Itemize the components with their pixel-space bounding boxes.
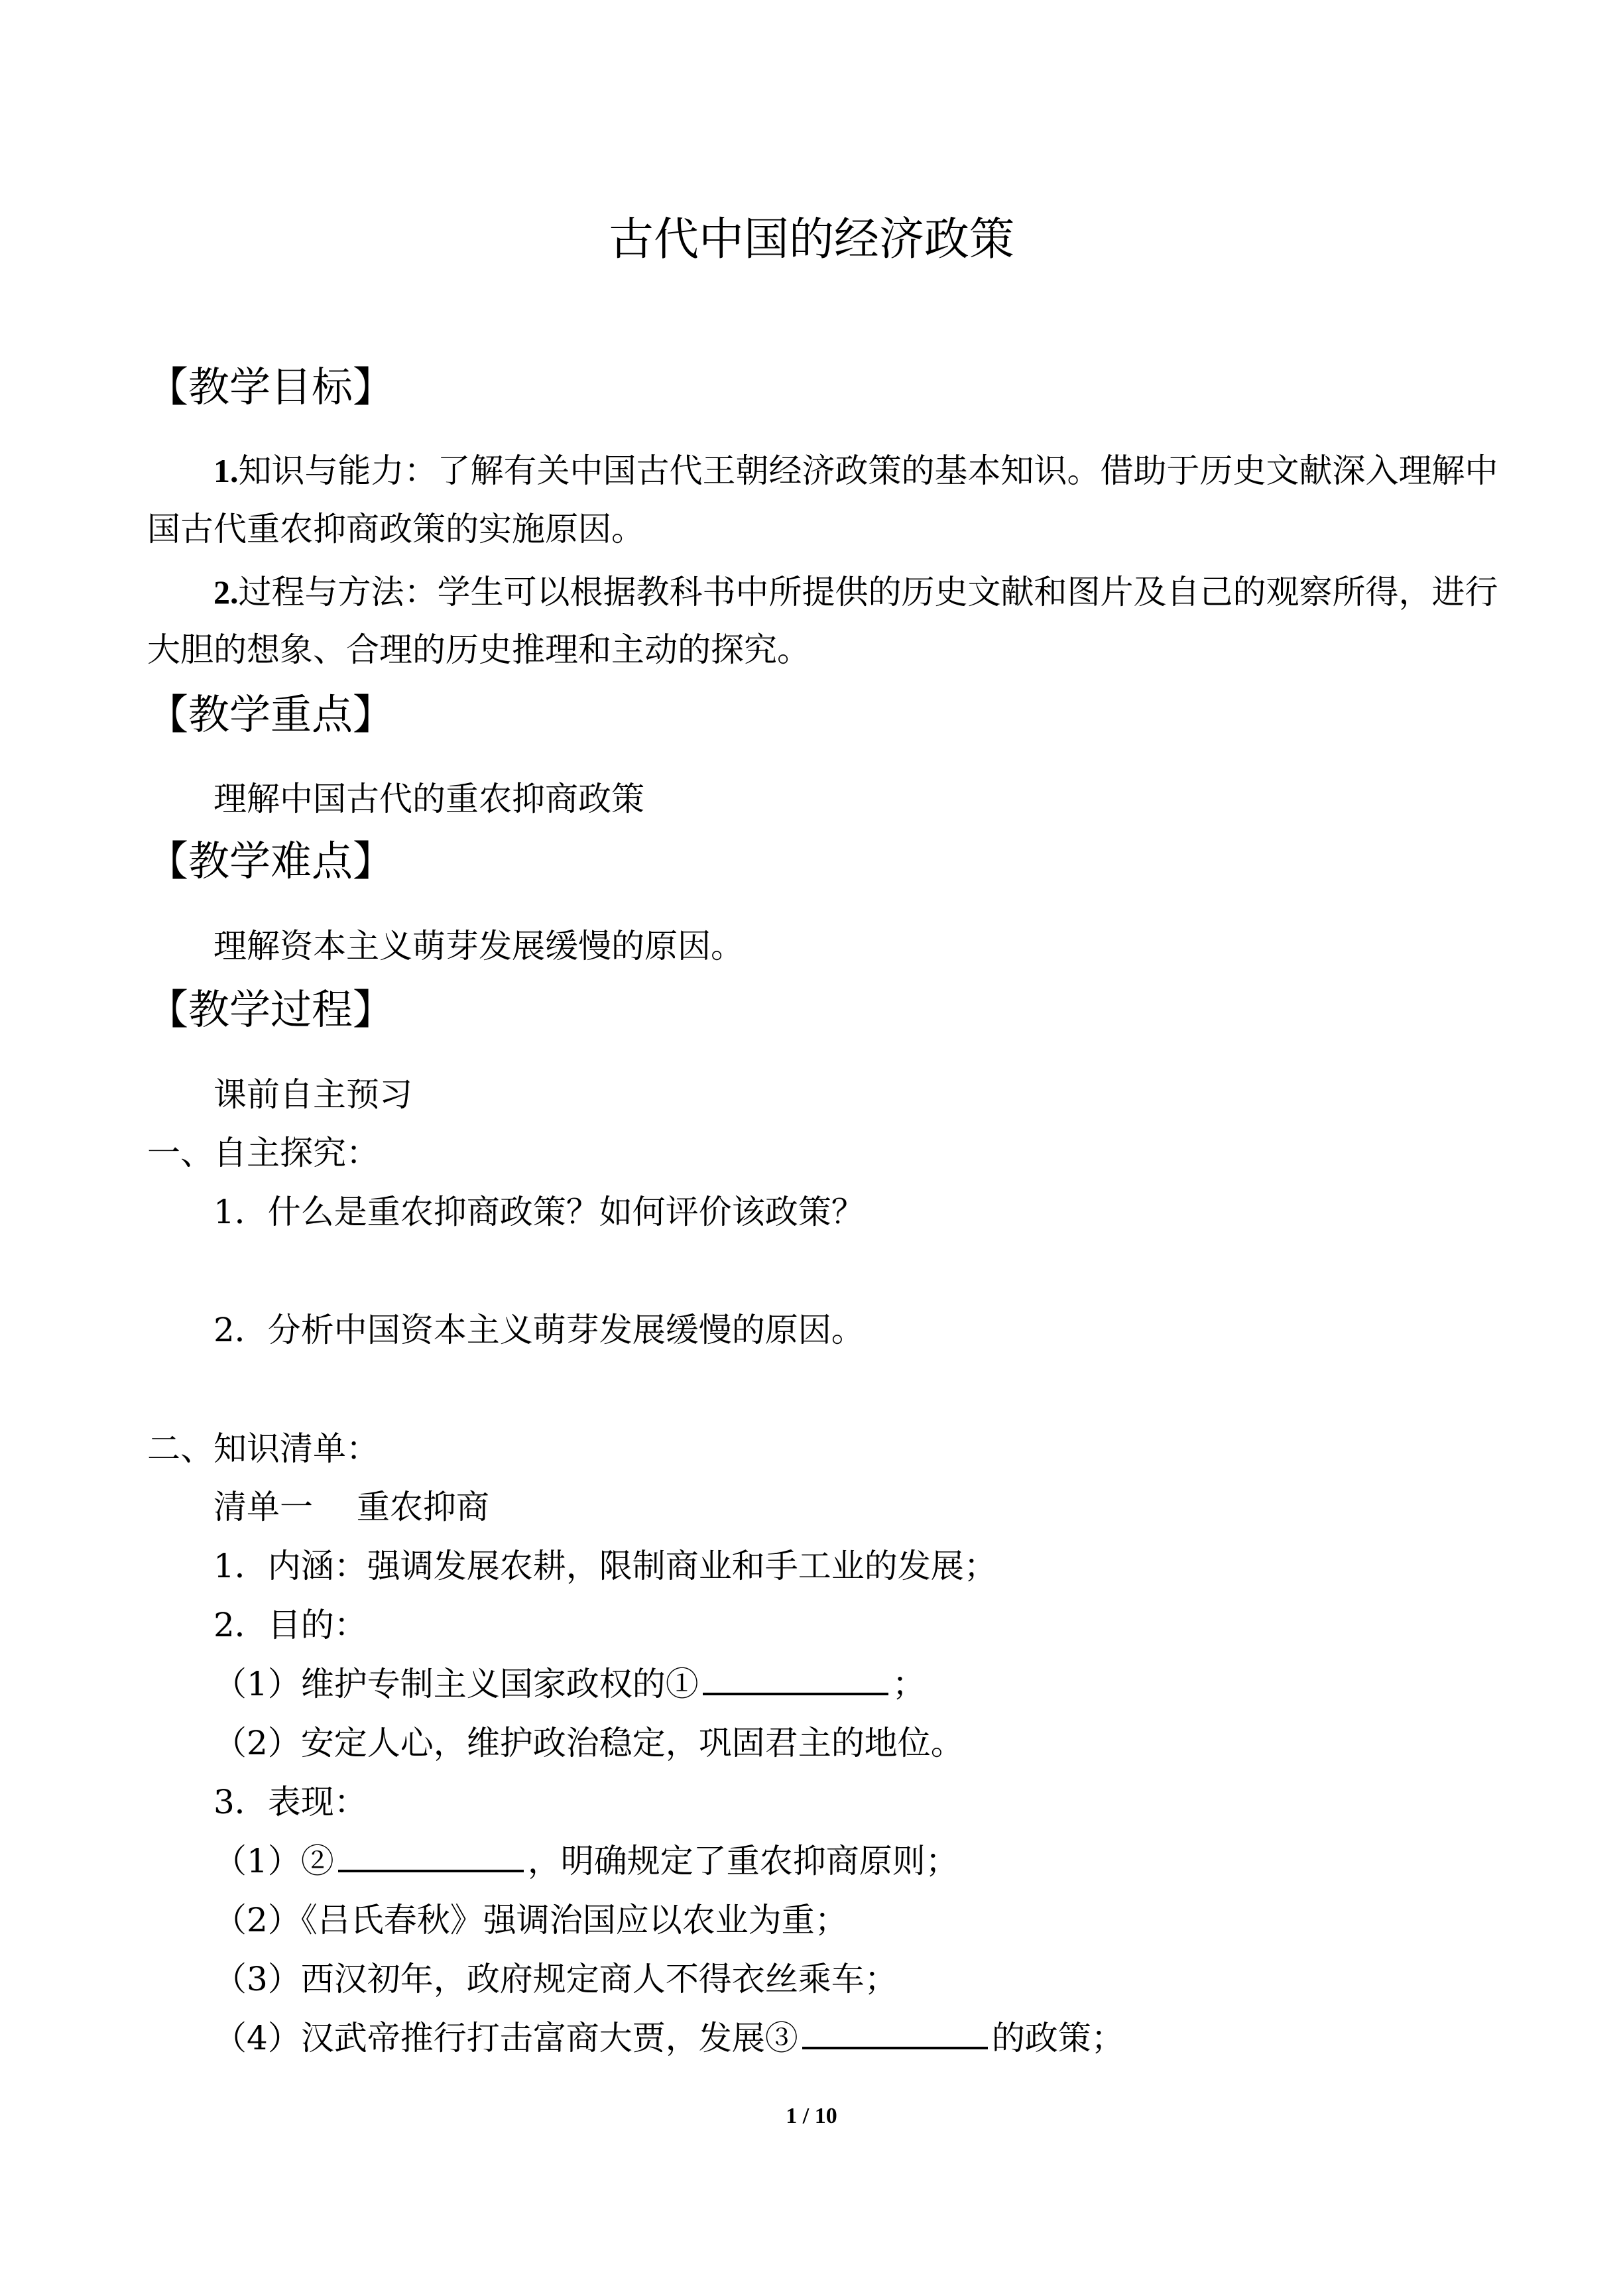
item-manifestation-4-text: （4）汉武帝推行打击富商大贾，发展③ [213, 2019, 798, 2057]
item-purpose-1 [213, 1667, 926, 1701]
item-manifestation-4 [213, 2019, 1124, 2057]
fill-blank-1[interactable] [703, 1669, 888, 1695]
section-knowledge-list: 二、知识清单： [147, 1429, 379, 1468]
heading-difficult-points: 【教学难点】 [147, 837, 394, 885]
item-manifestation-1 [213, 1844, 959, 1878]
item-purpose-1-text: （1）维护专制主义国家政权的① [213, 1665, 699, 1703]
list-1-title: 清单一 重农抑商 [213, 1488, 489, 1526]
goal-2-line-1 [213, 573, 1498, 611]
goal-1-number: 1. [213, 452, 239, 489]
item-manifestation: 3．表现： [213, 1783, 367, 1821]
goal-2-text-1: 过程与方法：学生可以根据教科书中所提供的历史文献和图片及自己的观察所得，进行 [238, 573, 1498, 611]
goal-2-line-2: 大胆的想象、合理的历史推理和主动的探究。 [147, 631, 810, 669]
goal-1-text-1: 知识与能力：了解有关中国古代王朝经济政策的基本知识。借助于历史文献深入理解中 [238, 452, 1498, 490]
document-title: 古代中国的经济政策 [608, 213, 1014, 266]
item-manifestation-1-end: ，明确规定了重农抑商原则； [527, 1842, 959, 1880]
item-manifestation-1-text: （1）② [213, 1842, 334, 1880]
difficult-point-text: 理解资本主义萌芽发展缓慢的原因。 [213, 927, 744, 965]
question-1: 1．什么是重农抑商政策？如何评价该政策？ [213, 1193, 865, 1231]
heading-key-points: 【教学重点】 [147, 690, 394, 739]
heading-teaching-goals: 【教学目标】 [147, 363, 394, 411]
item-purpose-2: （2）安定人心，维护政治稳定，巩固君主的地位。 [213, 1724, 964, 1762]
preview-label: 课前自主预习 [213, 1075, 412, 1114]
key-point-text: 理解中国古代的重农抑商政策 [213, 780, 644, 818]
goal-1-line-1 [213, 452, 1498, 490]
page-number: 1 / 10 [786, 2104, 837, 2128]
section-self-inquiry: 一、自主探究： [147, 1134, 379, 1172]
goal-1-line-2: 国古代重农抑商政策的实施原因。 [147, 510, 644, 548]
item-purpose-1-end: ； [892, 1665, 926, 1703]
item-connotation: 1．内涵：强调发展农耕，限制商业和手工业的发展； [213, 1547, 997, 1585]
goal-2-number: 2. [213, 574, 239, 611]
fill-blank-3[interactable] [802, 2023, 988, 2049]
heading-teaching-process: 【教学过程】 [147, 985, 394, 1034]
question-2: 2．分析中国资本主义萌芽发展缓慢的原因。 [213, 1311, 865, 1349]
item-manifestation-4-end: 的政策； [991, 2019, 1124, 2057]
item-purpose: 2．目的： [213, 1606, 367, 1644]
item-manifestation-3: （3）西汉初年，政府规定商人不得衣丝乘车； [213, 1960, 898, 1998]
item-manifestation-2: （2）《吕氏春秋》强调治国应以农业为重； [213, 1901, 848, 1939]
fill-blank-2[interactable] [338, 1846, 524, 1872]
